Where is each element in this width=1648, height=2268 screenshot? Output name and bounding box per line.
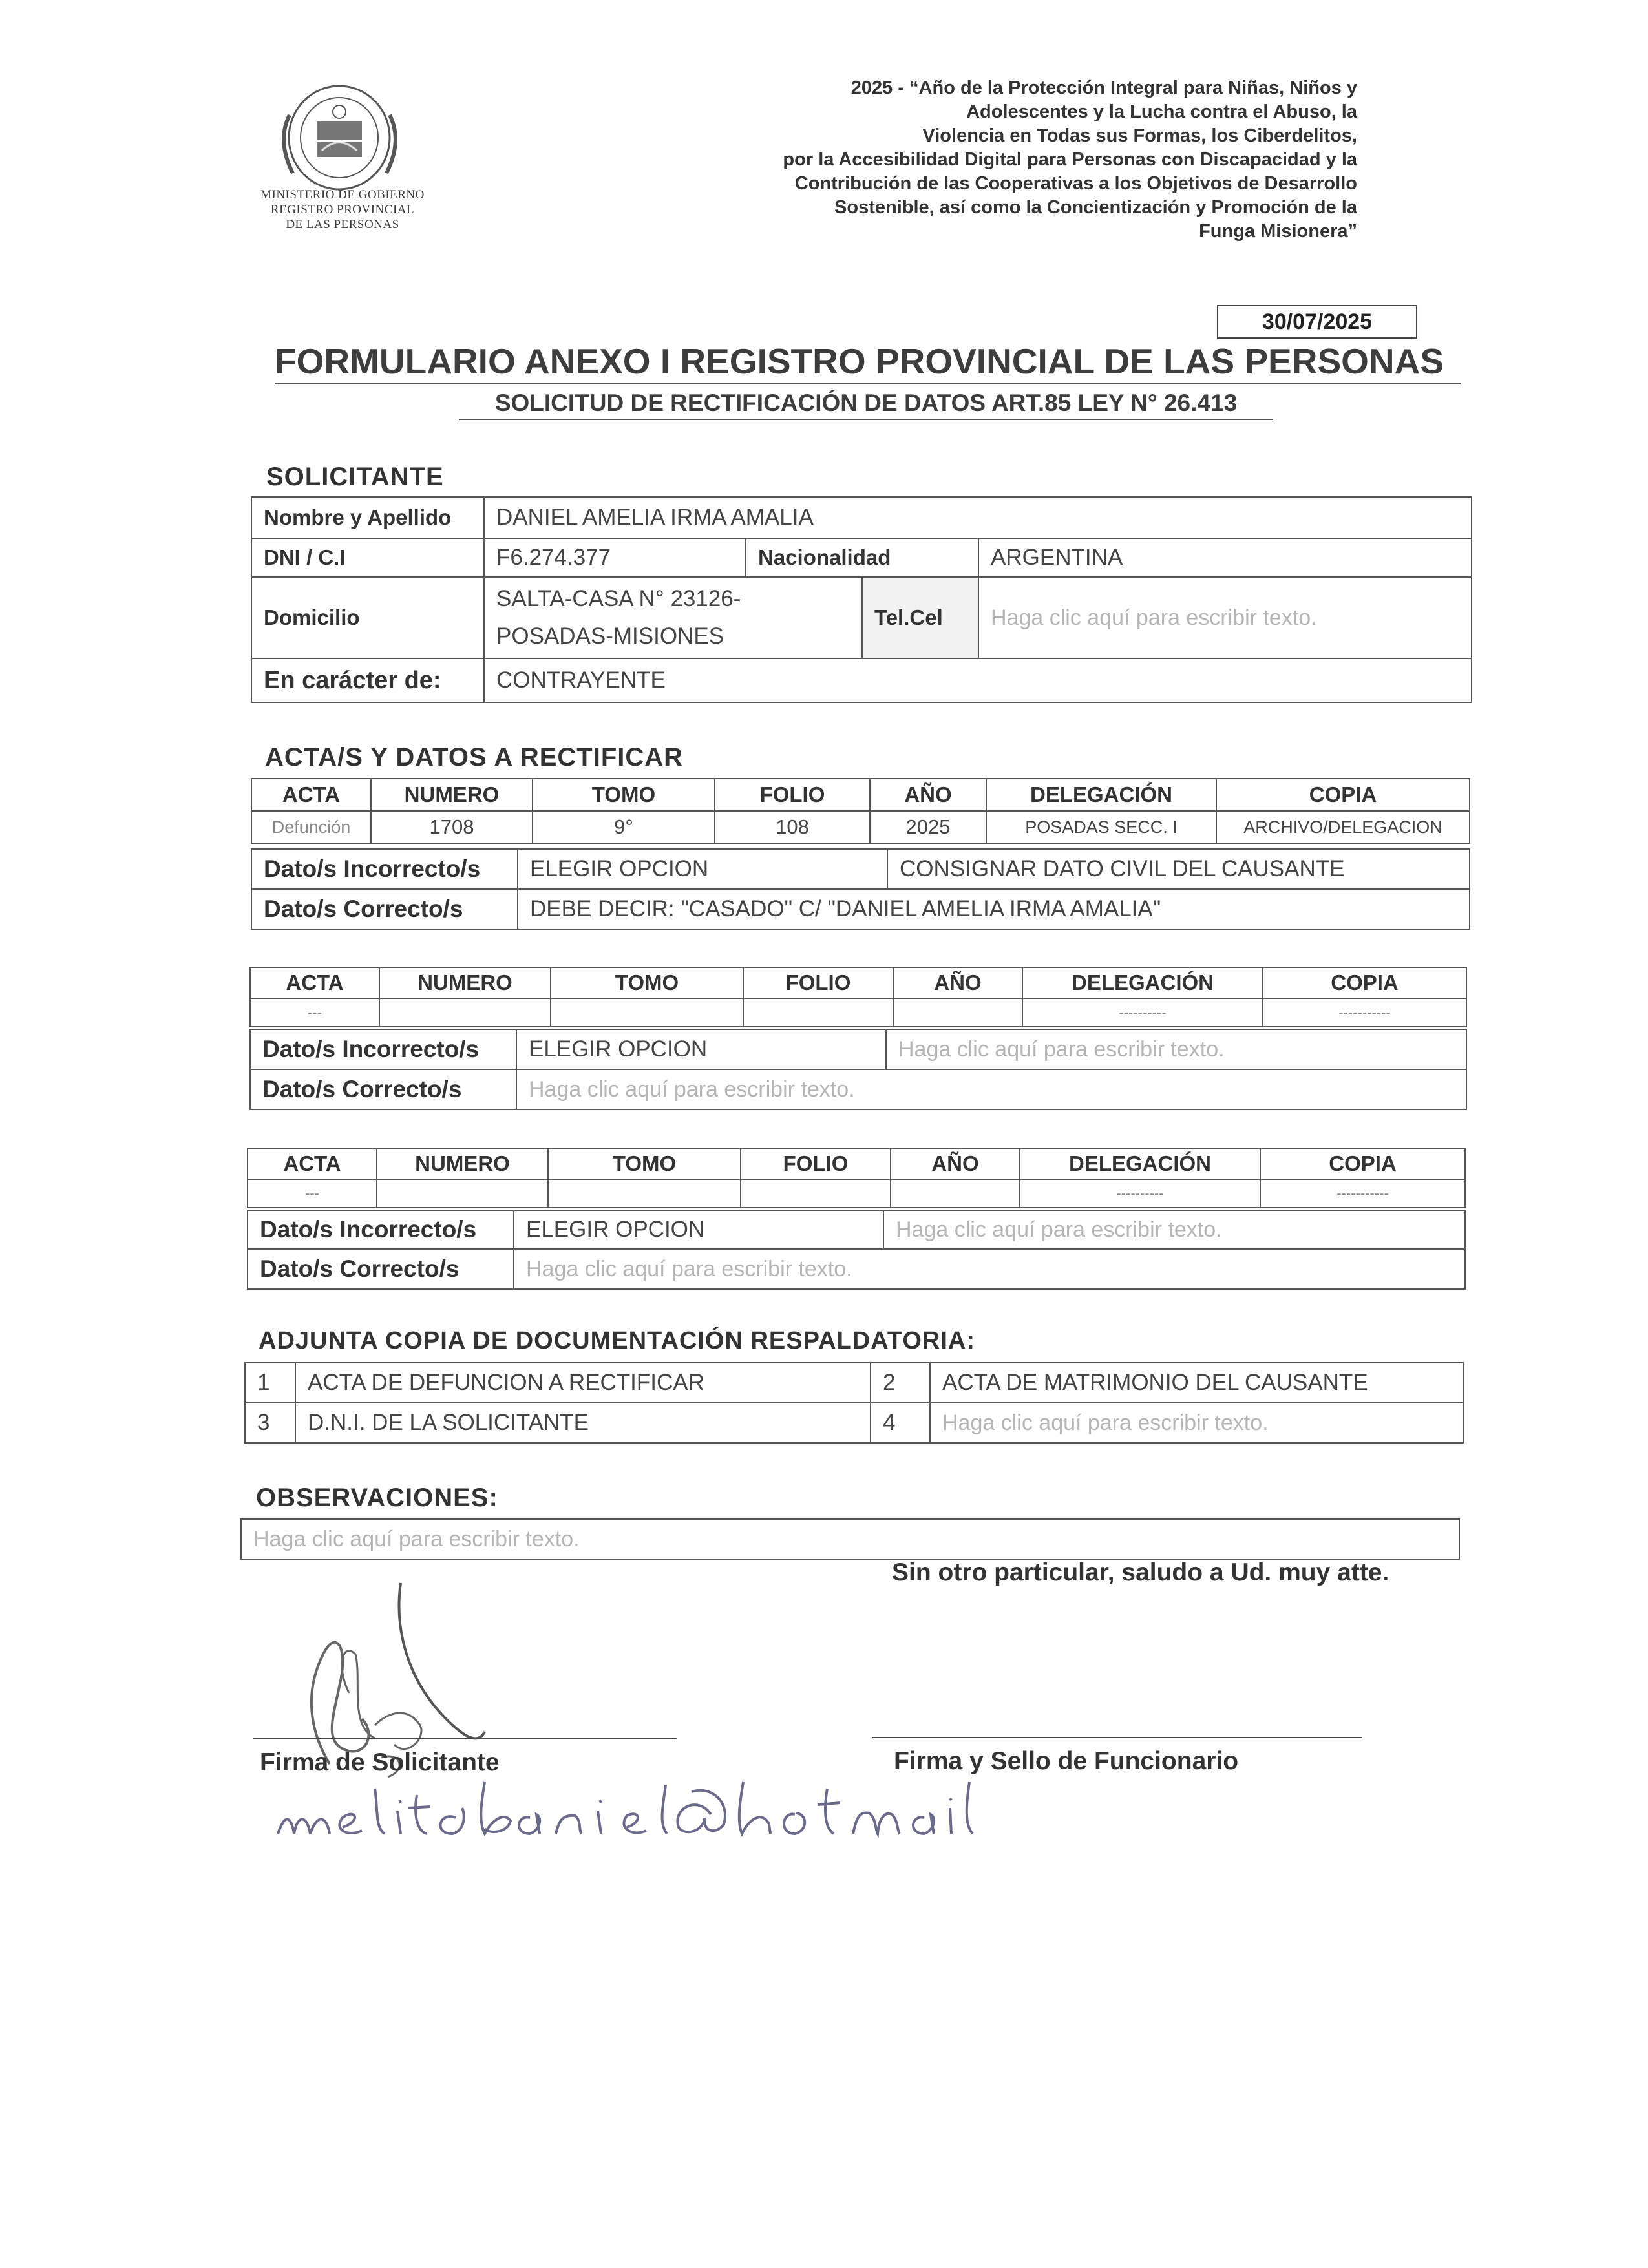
col-header-copia: COPIA: [1260, 1148, 1465, 1179]
col-header-tomo: TOMO: [533, 779, 715, 811]
domicilio-line: SALTA-CASA N° 23126-: [496, 586, 741, 611]
acta-type-field[interactable]: ---: [250, 998, 379, 1027]
doc-item-number: 1: [245, 1363, 295, 1403]
tomo-field[interactable]: [551, 998, 743, 1027]
domicilio-field[interactable]: [484, 577, 862, 658]
section-title-actas: ACTA/S Y DATOS A RECTIFICAR: [265, 743, 684, 772]
folio-field[interactable]: 108: [715, 811, 870, 843]
dni-field[interactable]: F6.274.377: [484, 538, 746, 577]
col-header-ano: AÑO: [893, 967, 1022, 998]
elegir-opcion-dropdown[interactable]: ELEGIR OPCION: [514, 1210, 883, 1249]
col-header-delegacion: DELEGACIÓN: [1022, 967, 1263, 998]
ministry-line: DE LAS PERSONAS: [286, 218, 399, 231]
doc-item-field[interactable]: D.N.I. DE LA SOLICITANTE: [295, 1403, 871, 1443]
acta-type-field[interactable]: ---: [248, 1179, 377, 1208]
acta-table-2: [249, 967, 1467, 1027]
col-header-numero: NUMERO: [371, 779, 533, 811]
numero-field[interactable]: [379, 998, 551, 1027]
col-header-tomo: TOMO: [548, 1148, 741, 1179]
date-field[interactable]: 30/07/2025: [1217, 305, 1417, 339]
nacionalidad-field[interactable]: ARGENTINA: [978, 538, 1472, 577]
folio-field[interactable]: [741, 1179, 891, 1208]
motto-line: Adolescentes y la Lucha contra el Abuso, la: [966, 101, 1357, 122]
delegacion-field[interactable]: ----------: [1020, 1179, 1260, 1208]
numero-field[interactable]: [377, 1179, 548, 1208]
elegir-opcion-dropdown[interactable]: ELEGIR OPCION: [516, 1029, 886, 1069]
acta-detail-table-1: [251, 848, 1470, 930]
col-header-ano: AÑO: [870, 779, 986, 811]
dni-label: DNI / C.I: [251, 538, 484, 577]
handwritten-email: [271, 1769, 982, 1847]
acta-detail-table-2: [249, 1029, 1467, 1110]
col-header-folio: FOLIO: [743, 967, 893, 998]
domicilio-label: Domicilio: [251, 577, 484, 658]
tomo-field[interactable]: [548, 1179, 741, 1208]
firma-solicitante-label: Firma de Solicitante: [260, 1748, 500, 1776]
motto-line: Sostenible, así como la Concientización y Promoción de la: [834, 197, 1357, 218]
col-header-folio: FOLIO: [741, 1148, 891, 1179]
motto-line: Contribución de las Cooperativas a los Objetivos de Desarrollo: [794, 173, 1357, 194]
nacionalidad-label: Nacionalidad: [746, 538, 978, 577]
acta-detail-table-3: [247, 1210, 1466, 1290]
provincial-seal-logo: [270, 76, 409, 196]
observaciones-table: [240, 1518, 1460, 1560]
ano-field[interactable]: 2025: [870, 811, 986, 843]
form-title: FORMULARIO ANEXO I REGISTRO PROVINCIAL DE LAS PERSONAS: [275, 340, 1461, 384]
col-header-tomo: TOMO: [551, 967, 743, 998]
section-title-solicitante: SOLICITANTE: [266, 463, 444, 491]
ministry-line: REGISTRO PROVINCIAL: [270, 203, 415, 216]
incorrecto-field[interactable]: CONSIGNAR DATO CIVIL DEL CAUSANTE: [887, 849, 1470, 889]
ministry-block: [233, 187, 452, 232]
doc-item-number: 3: [245, 1403, 295, 1443]
col-header-numero: NUMERO: [379, 967, 551, 998]
tel-field[interactable]: Haga clic aquí para escribir texto.: [978, 577, 1472, 658]
correcto-field[interactable]: DEBE DECIR: "CASADO" C/ "DANIEL AMELIA IRMA AMALIA": [518, 889, 1470, 929]
signature-line-funcionario: [872, 1737, 1362, 1738]
domicilio-line: POSADAS-MISIONES: [496, 624, 724, 649]
signature-line-solicitante: [253, 1738, 677, 1739]
caracter-field[interactable]: CONTRAYENTE: [484, 658, 1472, 702]
ano-field[interactable]: [891, 1179, 1020, 1208]
col-header-acta: ACTA: [248, 1148, 377, 1179]
correcto-label: Dato/s Correcto/s: [250, 1069, 516, 1109]
motto-line: Violencia en Todas sus Formas, los Ciberdelitos,: [922, 125, 1357, 146]
doc-item-number: 4: [871, 1403, 930, 1443]
ministry-line: MINISTERIO DE GOBIERNO: [260, 188, 425, 202]
copia-field[interactable]: ARCHIVO/DELEGACION: [1216, 811, 1470, 843]
col-header-folio: FOLIO: [715, 779, 870, 811]
col-header-numero: NUMERO: [377, 1148, 548, 1179]
incorrecto-label: Dato/s Incorrecto/s: [250, 1029, 516, 1069]
year-motto: [679, 76, 1357, 244]
acta-type-field[interactable]: Defunción: [251, 811, 371, 843]
doc-item-field[interactable]: Haga clic aquí para escribir texto.: [930, 1403, 1463, 1443]
motto-line: 2025 - “Año de la Protección Integral para Niñas, Niños y: [850, 78, 1357, 98]
acta-table-1: [251, 778, 1470, 844]
correcto-label: Dato/s Correcto/s: [248, 1249, 514, 1289]
doc-item-field[interactable]: ACTA DE DEFUNCION A RECTIFICAR: [295, 1363, 871, 1403]
numero-field[interactable]: 1708: [371, 811, 533, 843]
form-subtitle: SOLICITUD DE RECTIFICACIÓN DE DATOS ART.85 LEY N° 26.413: [459, 388, 1273, 420]
doc-item-number: 2: [871, 1363, 930, 1403]
incorrecto-field[interactable]: Haga clic aquí para escribir texto.: [886, 1029, 1466, 1069]
col-header-copia: COPIA: [1263, 967, 1466, 998]
acta-table-3: [247, 1148, 1466, 1208]
col-header-delegacion: DELEGACIÓN: [986, 779, 1216, 811]
section-title-observaciones: OBSERVACIONES:: [256, 1484, 498, 1512]
closing-greeting: Sin otro particular, saludo a Ud. muy atte.: [892, 1559, 1389, 1586]
col-header-ano: AÑO: [891, 1148, 1020, 1179]
motto-line: por la Accesibilidad Digital para Personas con Discapacidad y la: [783, 149, 1357, 170]
solicitante-table: [251, 496, 1472, 703]
tel-label: Tel.Cel: [862, 577, 978, 658]
correcto-field[interactable]: Haga clic aquí para escribir texto.: [514, 1249, 1465, 1289]
col-header-acta: ACTA: [251, 779, 371, 811]
delegacion-field[interactable]: POSADAS SECC. I: [986, 811, 1216, 843]
correcto-label: Dato/s Correcto/s: [251, 889, 518, 929]
col-header-copia: COPIA: [1216, 779, 1470, 811]
incorrecto-label: Dato/s Incorrecto/s: [251, 849, 518, 889]
elegir-opcion-dropdown[interactable]: ELEGIR OPCION: [518, 849, 887, 889]
ano-field[interactable]: [893, 998, 1022, 1027]
col-header-delegacion: DELEGACIÓN: [1020, 1148, 1260, 1179]
firma-funcionario-label: Firma y Sello de Funcionario: [894, 1747, 1239, 1775]
incorrecto-field[interactable]: Haga clic aquí para escribir texto.: [883, 1210, 1465, 1249]
incorrecto-label: Dato/s Incorrecto/s: [248, 1210, 514, 1249]
nombre-label: Nombre y Apellido: [251, 497, 484, 538]
doc-item-field[interactable]: ACTA DE MATRIMONIO DEL CAUSANTE: [930, 1363, 1463, 1403]
section-title-documentacion: ADJUNTA COPIA DE DOCUMENTACIÓN RESPALDATORIA:: [259, 1327, 975, 1354]
caracter-label: En carácter de:: [251, 658, 484, 702]
observaciones-field[interactable]: Haga clic aquí para escribir texto.: [241, 1519, 1459, 1559]
folio-field[interactable]: [743, 998, 893, 1027]
correcto-field[interactable]: Haga clic aquí para escribir texto.: [516, 1069, 1466, 1109]
copia-field[interactable]: -----------: [1263, 998, 1466, 1027]
delegacion-field[interactable]: ----------: [1022, 998, 1263, 1027]
nombre-field[interactable]: DANIEL AMELIA IRMA AMALIA: [484, 497, 1472, 538]
copia-field[interactable]: -----------: [1260, 1179, 1465, 1208]
col-header-acta: ACTA: [250, 967, 379, 998]
tomo-field[interactable]: 9°: [533, 811, 715, 843]
documentacion-table: [244, 1362, 1464, 1444]
motto-line: Funga Misionera”: [1199, 221, 1357, 242]
